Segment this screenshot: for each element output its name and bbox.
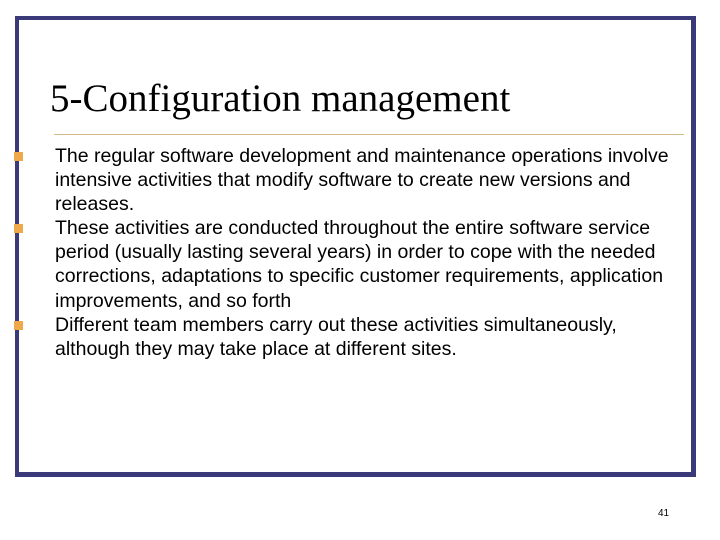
bullet-item [14, 144, 694, 216]
square-bullet-icon [14, 321, 23, 330]
square-bullet-icon [14, 224, 23, 233]
slide-title: 5-Configuration management [50, 77, 511, 120]
bullet-text: The regular software development and maintenance operations involve intensive activities that modify software to create new versions and releases. [55, 145, 669, 216]
bullet-list [14, 144, 694, 361]
page-number: 41 [658, 508, 670, 519]
title-divider [54, 134, 684, 135]
bullet-item [14, 216, 694, 312]
bullet-text: These activities are conducted throughout the entire software service period (usually lasting several years) in order to cope with the needed corrections, adaptations to specific customer requirements, application improvements, and so forth [55, 217, 664, 312]
square-bullet-icon [14, 152, 23, 161]
bullet-text: Different team members carry out these activities simultaneously, although they may take place at different sites. [55, 313, 617, 360]
bullet-item [14, 313, 694, 361]
